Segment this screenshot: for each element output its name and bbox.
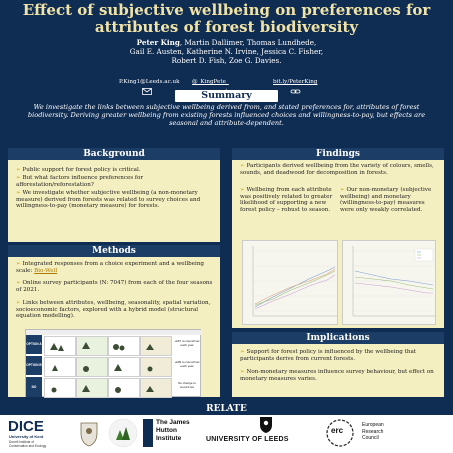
summary-text: We investigate the links between subjective wellbeing derived from, and stated preferences for, attributes of forest biodiversity. Deriving greater wellbeing from existing forests influenced choices and willingness-to-pay, but effects are seasonal and attribute-dependent. — [27, 103, 426, 128]
list-item: ➢ Online survey participants (N: 7047) from each of the four seasons of 2021. — [16, 280, 213, 293]
methods-panel — [8, 245, 220, 397]
cost-option-a: +£67 to council tax each year — [174, 339, 200, 347]
choice-card-figure — [25, 329, 201, 397]
findings-heading: Findings — [232, 148, 444, 160]
poster-title: Effect of subjective wellbeing on preferences for attributes of forest biodiversity — [22, 1, 431, 36]
list-item: ➢ Support for forest policy is influenced by the wellbeing that participants derive from current forests. — [240, 349, 417, 362]
methods-heading: Methods — [8, 245, 220, 257]
leeds-crest-icon — [258, 416, 274, 434]
attribute-icons — [46, 340, 186, 395]
cost-option-b: +£99 to council tax each year — [174, 360, 200, 368]
dice-sub: Conservation and Ecology — [9, 444, 47, 448]
list-item: ➢ We investigate whether subjective wellbeing (a non-monetary measure) derived from forests was related to survey choices and willingness-to-pay (monetary measure) for forests. — [16, 190, 201, 210]
website-link[interactable]: bit.ly/PeterKing — [273, 79, 318, 85]
option-b-label: OPTION B — [26, 356, 42, 375]
erc-text: European Research Council — [362, 422, 384, 441]
forest-logo — [108, 418, 138, 448]
list-item: ➢ Wellbeing from each attribute was positively related to greater likelihood of supporting a new forest policy – robust to season. — [240, 187, 333, 213]
hutton-mark — [143, 419, 153, 447]
cost-no-change: No change to council tax — [178, 381, 196, 389]
findings-panel — [232, 148, 444, 328]
list-item: ➢ Our non-monetary (subjective wellbeing) and monetary (willingness-to-pay) measures were only weakly correlated. — [340, 187, 432, 213]
background-panel — [8, 148, 220, 242]
implications-panel — [232, 332, 444, 397]
crest-logo — [78, 421, 100, 447]
dice-sub: University of Kent — [9, 434, 44, 439]
twitter-link[interactable]: @_KingPete_ — [192, 79, 229, 85]
background-heading: Background — [8, 148, 220, 160]
leeds-logo: UNIVERSITY OF LEEDS — [206, 436, 289, 443]
implications-heading: Implications — [232, 332, 444, 344]
list-item: ➢ Links between attributes, wellbeing, seasonality, spatial variation, socioeconomic factors, explored with a hybrid model (structural equation modelling). — [16, 300, 211, 320]
hutton-logo: The James Hutton Institute — [156, 419, 190, 442]
dice-sub: Durrell Institute of — [9, 440, 34, 444]
list-item: ➢ Non-monetary measures influence survey behaviour, but effect on monetary measures varies. — [240, 369, 434, 382]
findings-chart-right — [342, 240, 436, 325]
line-chart — [343, 241, 437, 326]
email-icon — [142, 88, 153, 95]
findings-chart-left — [242, 240, 338, 325]
option-a-label: OPTION A — [26, 335, 42, 354]
no-change-label: NO — [26, 377, 42, 397]
list-item: ➢ Participants derived wellbeing from the variety of colours, smells, sounds, and deadwood for decomposition in forests. — [240, 163, 434, 176]
line-chart — [243, 241, 339, 326]
authors: Peter King, Martin Dallimer, Thomas Lundhede, Gail E. Austen, Katherine N. Irvine, Jessica C. Fisher, Robert D. Fish, Zoe G. Davies. — [129, 38, 324, 65]
relate-heading: RELATE — [0, 403, 453, 415]
summary-heading: Summary — [175, 90, 278, 102]
link-icon — [290, 88, 301, 95]
erc-logo: erc — [331, 426, 344, 435]
email-link[interactable]: P.King1@Leeds.ac.uk — [119, 79, 180, 85]
biowell-link[interactable]: Bio-Well — [34, 267, 58, 274]
dice-logo: DICE — [8, 418, 44, 435]
list-item: ➢ But what factors influence preferences for afforestation/reforestation? — [16, 175, 144, 188]
list-item: ➢ Integrated responses from a choice experiment and a wellbeing scale: Bio-Well — [16, 261, 205, 274]
list-item: ➢ Public support for forest policy is critical. — [16, 167, 141, 173]
